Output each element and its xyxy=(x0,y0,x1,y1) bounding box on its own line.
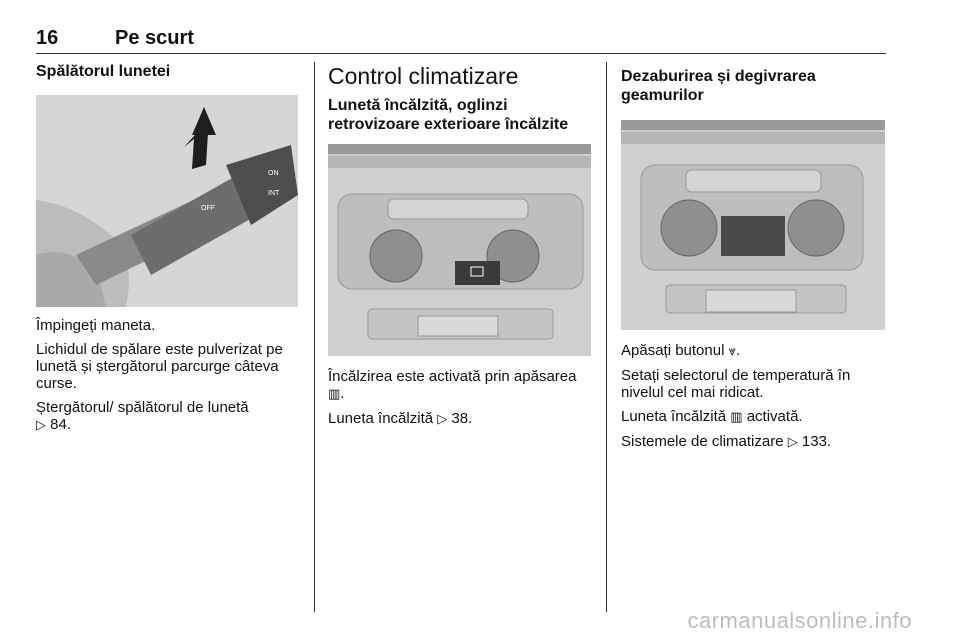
column-rear-washer xyxy=(36,62,298,441)
section-heading: Control climatizare xyxy=(328,63,519,89)
cross-reference xyxy=(328,410,593,428)
rear-defrost-status xyxy=(621,408,886,426)
lever-label-int: INT xyxy=(268,190,280,197)
reference-text: Luneta încălzită xyxy=(328,410,434,427)
reference-arrow-icon: ▷ xyxy=(36,418,46,433)
wiper-lever-illustration xyxy=(36,95,298,307)
page-title: Pe scurt xyxy=(115,27,194,49)
instruction-push-lever: Împingeți maneta. xyxy=(36,317,156,334)
section-heading: Spălătorul lunetei xyxy=(36,63,171,80)
reference-text: Sistemele de climatizare xyxy=(621,433,784,450)
page-header xyxy=(36,25,886,54)
lever-label-on: ON xyxy=(268,170,279,177)
activation-instruction: Încălzirea este activată prin apăsarea ▥. xyxy=(328,368,577,402)
instruction-text: Încălzirea este activată prin apăsarea xyxy=(328,368,577,385)
washer-description: Lichidul de spălare este pulverizat pe lunetă și ștergătorul parcurge câteva curse. xyxy=(36,341,283,392)
column-divider xyxy=(314,62,315,612)
section-heading: Dezaburirea și degivrarea geamurilor xyxy=(621,68,816,104)
watermark: carmanualsonline.info xyxy=(687,608,912,633)
lever-label-off: OFF xyxy=(201,205,215,212)
cross-reference xyxy=(621,433,886,451)
climate-panel-illustration xyxy=(328,144,591,356)
reference-page[interactable]: 84. xyxy=(50,416,72,433)
status-text: Luneta încălzită xyxy=(621,408,727,425)
cross-reference xyxy=(36,399,298,434)
column-climate-control xyxy=(328,62,593,435)
reference-arrow-icon: ▷ xyxy=(787,435,798,450)
reference-arrow-icon: ▷ xyxy=(437,412,448,427)
reference-page[interactable]: 38. xyxy=(451,410,473,427)
page-number: 16 xyxy=(36,27,59,49)
status-suffix: activată. xyxy=(746,408,803,425)
reference-text: Ștergătorul/ spălătorul de lunetă xyxy=(36,399,249,416)
reference-page[interactable]: 133. xyxy=(801,433,832,450)
subsection-heading: Lunetă încălzită, oglinzi retrovizoare exterioare încălzite xyxy=(328,97,569,133)
temperature-instruction: Setați selectorul de temperatură în nivelul cel mai ridicat. xyxy=(621,367,851,401)
column-divider xyxy=(606,62,607,612)
rear-defrost-icon: ▥ xyxy=(730,410,743,425)
rear-defrost-icon: ▥ xyxy=(328,387,341,402)
windscreen-defrost-icon: ⩔ xyxy=(728,344,736,359)
instruction-text: Apăsați butonul xyxy=(621,342,725,359)
climate-panel-defrost-illustration xyxy=(621,120,885,330)
press-button-instruction: Apăsați butonul ⩔. xyxy=(621,342,741,359)
column-defogging xyxy=(621,62,886,458)
